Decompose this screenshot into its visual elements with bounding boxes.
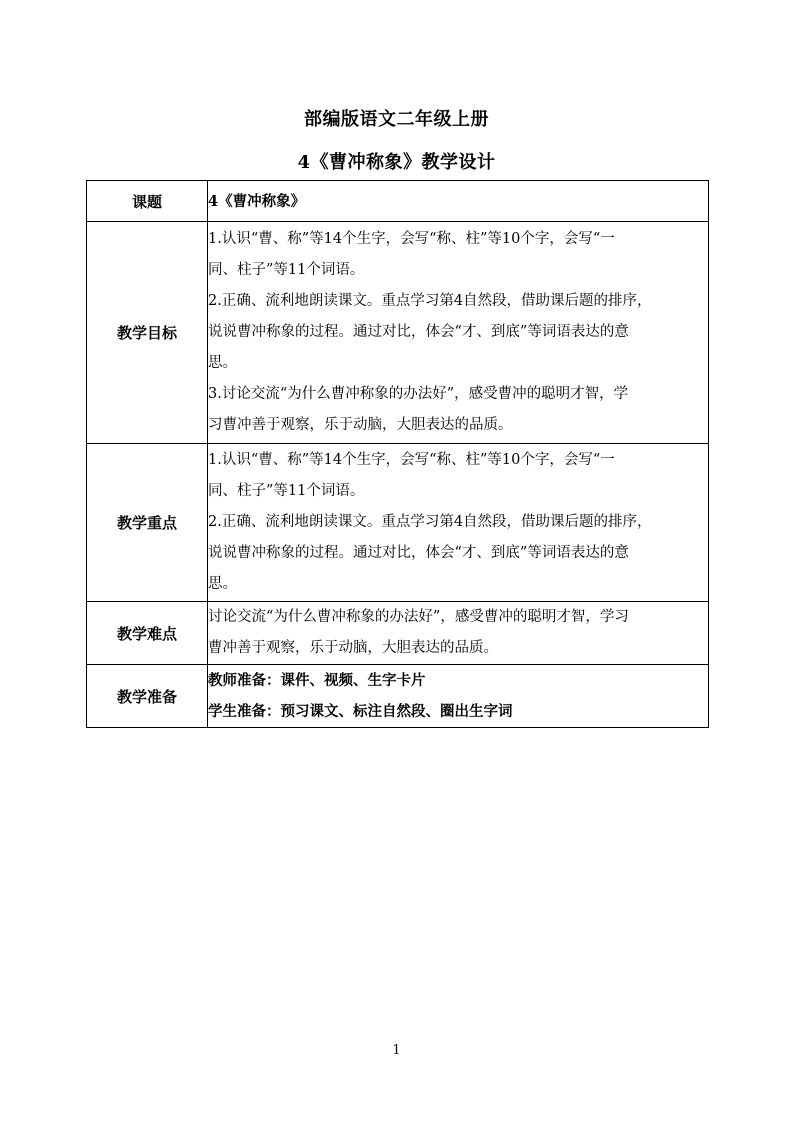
goals-line: 3.讨论交流“为什么曹冲称象的办法好”，感受曹冲的聪明才智，学 xyxy=(208,386,629,402)
goals-line: 说说曹冲称象的过程。通过对比，体会“才、到底”等词语表达的意 xyxy=(208,324,629,340)
difficulties-content xyxy=(208,602,709,665)
goals-line: 1.认识“曹、称”等14个生字，会写“称、柱”等10个字，会写“一 xyxy=(208,231,615,247)
key-points-line: 1.认识“曹、称”等14个生字，会写“称、柱”等10个字，会写“一 xyxy=(208,452,615,468)
key-points-line: 说说曹冲称象的过程。通过对比，体会“才、到底”等词语表达的意 xyxy=(208,545,629,561)
document-subtitle: 4《曹冲称象》教学设计 xyxy=(297,152,496,173)
key-points-content xyxy=(208,444,709,602)
table-row-difficulties xyxy=(87,602,709,665)
preparation-content xyxy=(208,665,709,728)
preparation-line: 学生准备：预习课文、标注自然段、圈出生字词 xyxy=(208,703,513,720)
document-title: 部编版语文二年级上册 xyxy=(304,109,489,130)
goals-label: 教学目标 xyxy=(87,222,208,444)
table-row-topic xyxy=(87,181,709,222)
key-points-line: 2.正确、流利地朗读课文。重点学习第4自然段，借助课后题的排序， xyxy=(208,514,652,530)
key-points-label: 教学重点 xyxy=(87,444,208,602)
key-points-line: 同、柱子”等11个词语。 xyxy=(208,483,365,499)
goals-line: 同、柱子”等11个词语。 xyxy=(208,262,365,278)
table-row-key-points xyxy=(87,444,709,602)
goals-line: 2.正确、流利地朗读课文。重点学习第4自然段，借助课后题的排序， xyxy=(208,293,652,309)
table-row-preparation xyxy=(87,665,709,728)
difficulties-line: 曹冲善于观察，乐于动脑，大胆表达的品质。 xyxy=(208,640,498,656)
lesson-plan-table xyxy=(86,180,709,728)
key-points-line: 思。 xyxy=(208,576,237,592)
goals-line: 习曹冲善于观察，乐于动脑，大胆表达的品质。 xyxy=(208,417,513,433)
difficulties-line: 讨论交流“为什么曹冲称象的办法好”，感受曹冲的聪明才智，学习 xyxy=(208,609,629,625)
topic-value-cell xyxy=(208,181,709,222)
goals-line: 思。 xyxy=(208,355,237,371)
topic-label: 课题 xyxy=(87,181,208,222)
difficulties-label: 教学难点 xyxy=(87,602,208,665)
page-number: 1 xyxy=(392,1043,401,1058)
preparation-line: 教师准备：课件、视频、生字卡片 xyxy=(208,672,426,689)
topic-value: 4《曹冲称象》 xyxy=(208,192,306,210)
table-row-goals xyxy=(87,222,709,444)
preparation-label: 教学准备 xyxy=(87,665,208,728)
goals-content xyxy=(208,222,709,444)
